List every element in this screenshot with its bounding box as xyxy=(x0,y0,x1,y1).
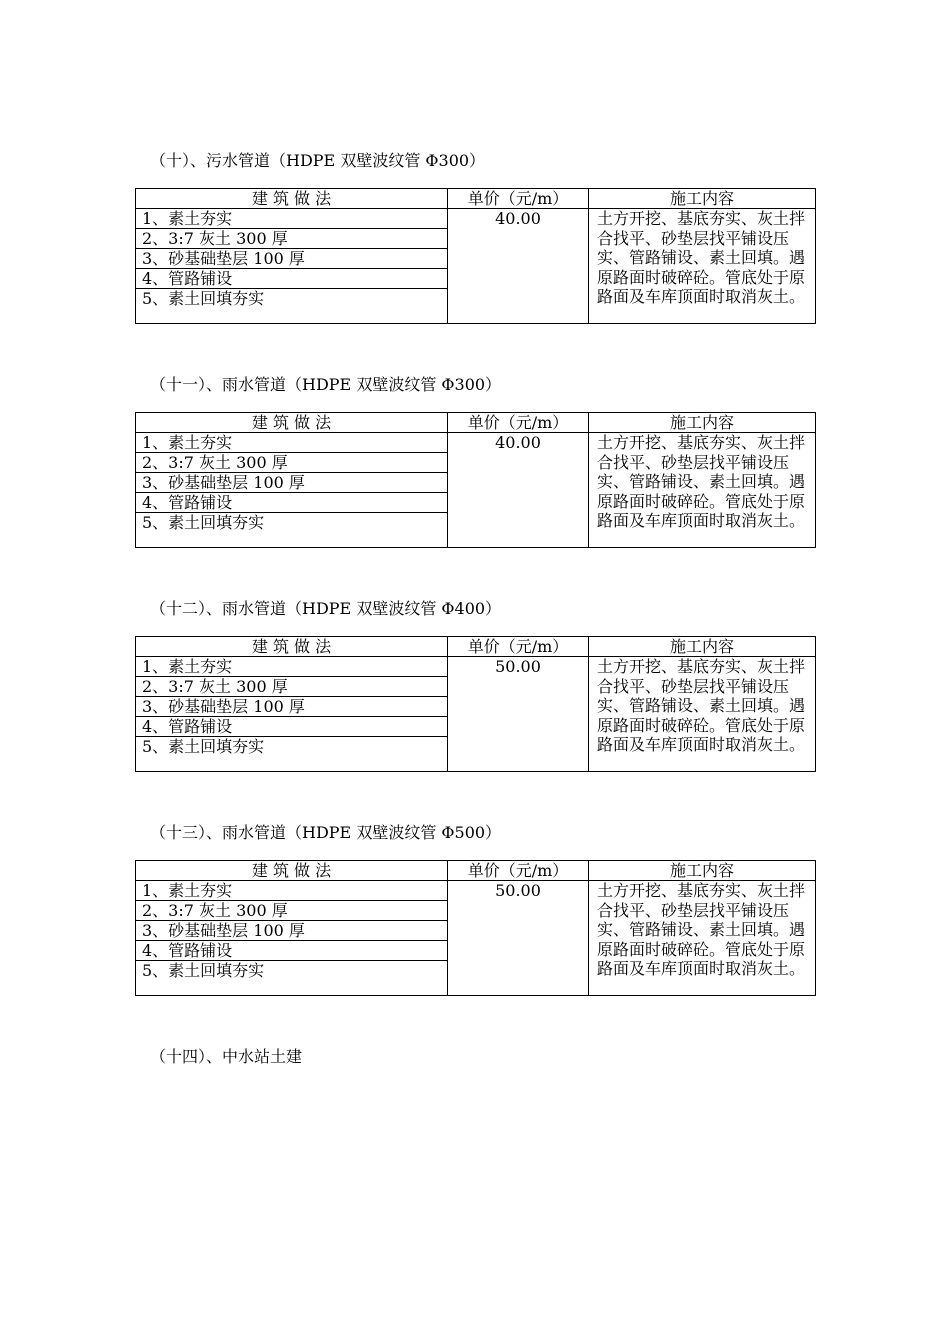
method-step: 5、素土回填夯实 xyxy=(136,289,448,324)
header-price: 单价（元/m） xyxy=(448,189,589,209)
method-step: 1、素土夯实 xyxy=(136,657,448,677)
header-content: 施工内容 xyxy=(589,189,816,209)
header-content: 施工内容 xyxy=(589,413,816,433)
unit-price: 50.00 xyxy=(448,657,589,772)
method-step: 5、素土回填夯实 xyxy=(136,513,448,548)
construction-content: 土方开挖、基底夯实、灰土拌合找平、砂垫层找平铺设压实、管路铺设、素土回填。遇原路面时破碎砼。管底处于原路面及车库顶面时取消灰土。 xyxy=(589,433,816,548)
method-step: 3、砂基础垫层 100 厚 xyxy=(136,697,448,717)
table-row xyxy=(136,881,816,901)
header-content: 施工内容 xyxy=(589,861,816,881)
spec-table-10 xyxy=(135,188,816,324)
header-method: 建 筑 做 法 xyxy=(136,861,448,881)
header-price: 单价（元/m） xyxy=(448,413,589,433)
method-step: 4、管路铺设 xyxy=(136,493,448,513)
method-step: 4、管路铺设 xyxy=(136,717,448,737)
method-step: 2、3:7 灰土 300 厚 xyxy=(136,677,448,697)
header-method: 建 筑 做 法 xyxy=(136,413,448,433)
section-heading-10: （十）、污水管道（HDPE 双壁波纹管 Φ300） xyxy=(150,151,486,170)
construction-content: 土方开挖、基底夯实、灰土拌合找平、砂垫层找平铺设压实、管路铺设、素土回填。遇原路面时破碎砼。管底处于原路面及车库顶面时取消灰土。 xyxy=(589,657,816,772)
spec-table-13 xyxy=(135,860,816,996)
construction-content: 土方开挖、基底夯实、灰土拌合找平、砂垫层找平铺设压实、管路铺设、素土回填。遇原路面时破碎砼。管底处于原路面及车库顶面时取消灰土。 xyxy=(589,209,816,324)
method-step: 4、管路铺设 xyxy=(136,941,448,961)
method-step: 3、砂基础垫层 100 厚 xyxy=(136,249,448,269)
header-content: 施工内容 xyxy=(589,637,816,657)
header-price: 单价（元/m） xyxy=(448,637,589,657)
method-step: 1、素土夯实 xyxy=(136,209,448,229)
table-header-row xyxy=(136,637,816,657)
table-row xyxy=(136,433,816,453)
header-price: 单价（元/m） xyxy=(448,861,589,881)
spec-table-12 xyxy=(135,636,816,772)
table-row xyxy=(136,657,816,677)
header-method: 建 筑 做 法 xyxy=(136,189,448,209)
section-heading-13: （十三）、雨水管道（HDPE 双壁波纹管 Φ500） xyxy=(150,823,502,842)
section-heading-11: （十一）、雨水管道（HDPE 双壁波纹管 Φ300） xyxy=(150,375,502,394)
method-step: 2、3:7 灰土 300 厚 xyxy=(136,453,448,473)
method-step: 2、3:7 灰土 300 厚 xyxy=(136,229,448,249)
unit-price: 40.00 xyxy=(448,433,589,548)
method-step: 3、砂基础垫层 100 厚 xyxy=(136,473,448,493)
header-method: 建 筑 做 法 xyxy=(136,637,448,657)
method-step: 3、砂基础垫层 100 厚 xyxy=(136,921,448,941)
section-heading-12: （十二）、雨水管道（HDPE 双壁波纹管 Φ400） xyxy=(150,599,502,618)
table-header-row xyxy=(136,189,816,209)
section-heading-14: （十四）、中水站土建 xyxy=(150,1047,303,1066)
method-step: 1、素土夯实 xyxy=(136,433,448,453)
spec-table-11 xyxy=(135,412,816,548)
unit-price: 50.00 xyxy=(448,881,589,996)
construction-content: 土方开挖、基底夯实、灰土拌合找平、砂垫层找平铺设压实、管路铺设、素土回填。遇原路面时破碎砼。管底处于原路面及车库顶面时取消灰土。 xyxy=(589,881,816,996)
method-step: 4、管路铺设 xyxy=(136,269,448,289)
method-step: 5、素土回填夯实 xyxy=(136,737,448,772)
table-row xyxy=(136,209,816,229)
method-step: 5、素土回填夯实 xyxy=(136,961,448,996)
method-step: 1、素土夯实 xyxy=(136,881,448,901)
unit-price: 40.00 xyxy=(448,209,589,324)
table-header-row xyxy=(136,413,816,433)
table-header-row xyxy=(136,861,816,881)
method-step: 2、3:7 灰土 300 厚 xyxy=(136,901,448,921)
